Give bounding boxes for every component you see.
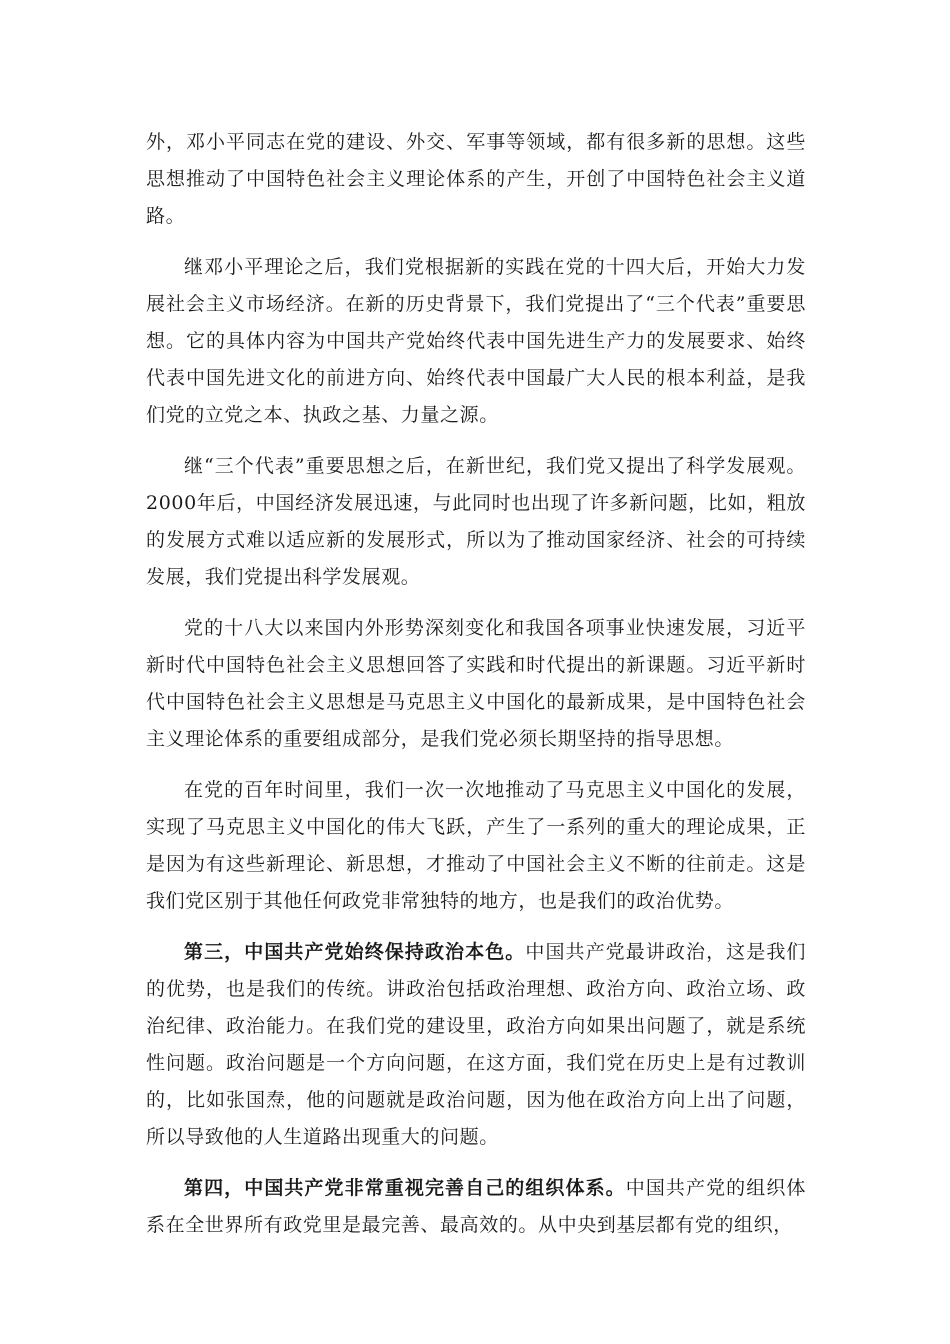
paragraph-6-text: 中国共产党最讲政治，这是我们的优势，也是我们的传统。讲政治包括政治理想、政治方向、政治立场、政治纪律、政治能力。在我们党的建设里，政治方向如果出问题了，就是系统性问题。政治问题是一个方向问题，在这方面，我们党在历史上是有过教训的，比如张国焘，他的问题就是政治问题，因为他在政治方向上出了问题，所以导致他的人生道路出现重大的问题。 <box>146 941 806 1148</box>
document-body <box>146 124 806 1258</box>
paragraph-5-text: 在党的百年时间里，我们一次一次地推动了马克思主义中国化的发展，实现了马克思主义中国化的伟大飞跃，产生了一系列的重大的理论成果，正是因为有这些新理论、新思想，才推动了中国社会主义不断的往前走。这是我们党区别于其他任何政党非常独特的地方，也是我们的政治优势。 <box>146 779 806 912</box>
paragraph-7-lead: 第四，中国共产党非常重视完善自己的组织体系。 <box>184 1177 626 1199</box>
paragraph-7 <box>146 1170 806 1244</box>
paragraph-4-text: 党的十八大以来国内外形势深刻变化和我国各项事业快速发展，习近平新时代中国特色社会主义思想回答了实践和时代提出的新课题。习近平新时代中国特色社会主义思想是马克思主义中国化的最新成果，是中国特色社会主义理论体系的重要组成部分，是我们党必须长期坚持的指导思想。 <box>146 617 806 750</box>
paragraph-1 <box>146 124 806 235</box>
paragraph-6-lead: 第三，中国共产党始终保持政治本色。 <box>184 941 526 963</box>
paragraph-3-text: 继“三个代表”重要思想之后，在新世纪，我们党又提出了科学发展观。2000年后，中国经济发展迅速，与此同时也出现了许多新问题，比如，粗放的发展方式难以适应新的发展形式，所以为了推动国家经济、社会的可持续发展，我们党提出科学发展观。 <box>146 455 806 588</box>
paragraph-5 <box>146 772 806 920</box>
paragraph-3 <box>146 448 806 596</box>
paragraph-2-text: 继邓小平理论之后，我们党根据新的实践在党的十四大后，开始大力发展社会主义市场经济。在新的历史背景下，我们党提出了“三个代表”重要思想。它的具体内容为中国共产党始终代表中国先进生产力的发展要求、始终代表中国先进文化的前进方向、始终代表中国最广大人民的根本利益，是我们党的立党之本、执政之基、力量之源。 <box>146 256 806 426</box>
paragraph-2 <box>146 249 806 434</box>
paragraph-6 <box>146 934 806 1156</box>
paragraph-7-text: 中国共产党的组织体系在全世界所有政党里是最完善、最高效的。从中央到基层都有党的组织， <box>146 1177 807 1236</box>
paragraph-1-text: 外，邓小平同志在党的建设、外交、军事等领域，都有很多新的思想。这些思想推动了中国特色社会主义理论体系的产生，开创了中国特色社会主义道路。 <box>146 131 806 227</box>
paragraph-4 <box>146 610 806 758</box>
